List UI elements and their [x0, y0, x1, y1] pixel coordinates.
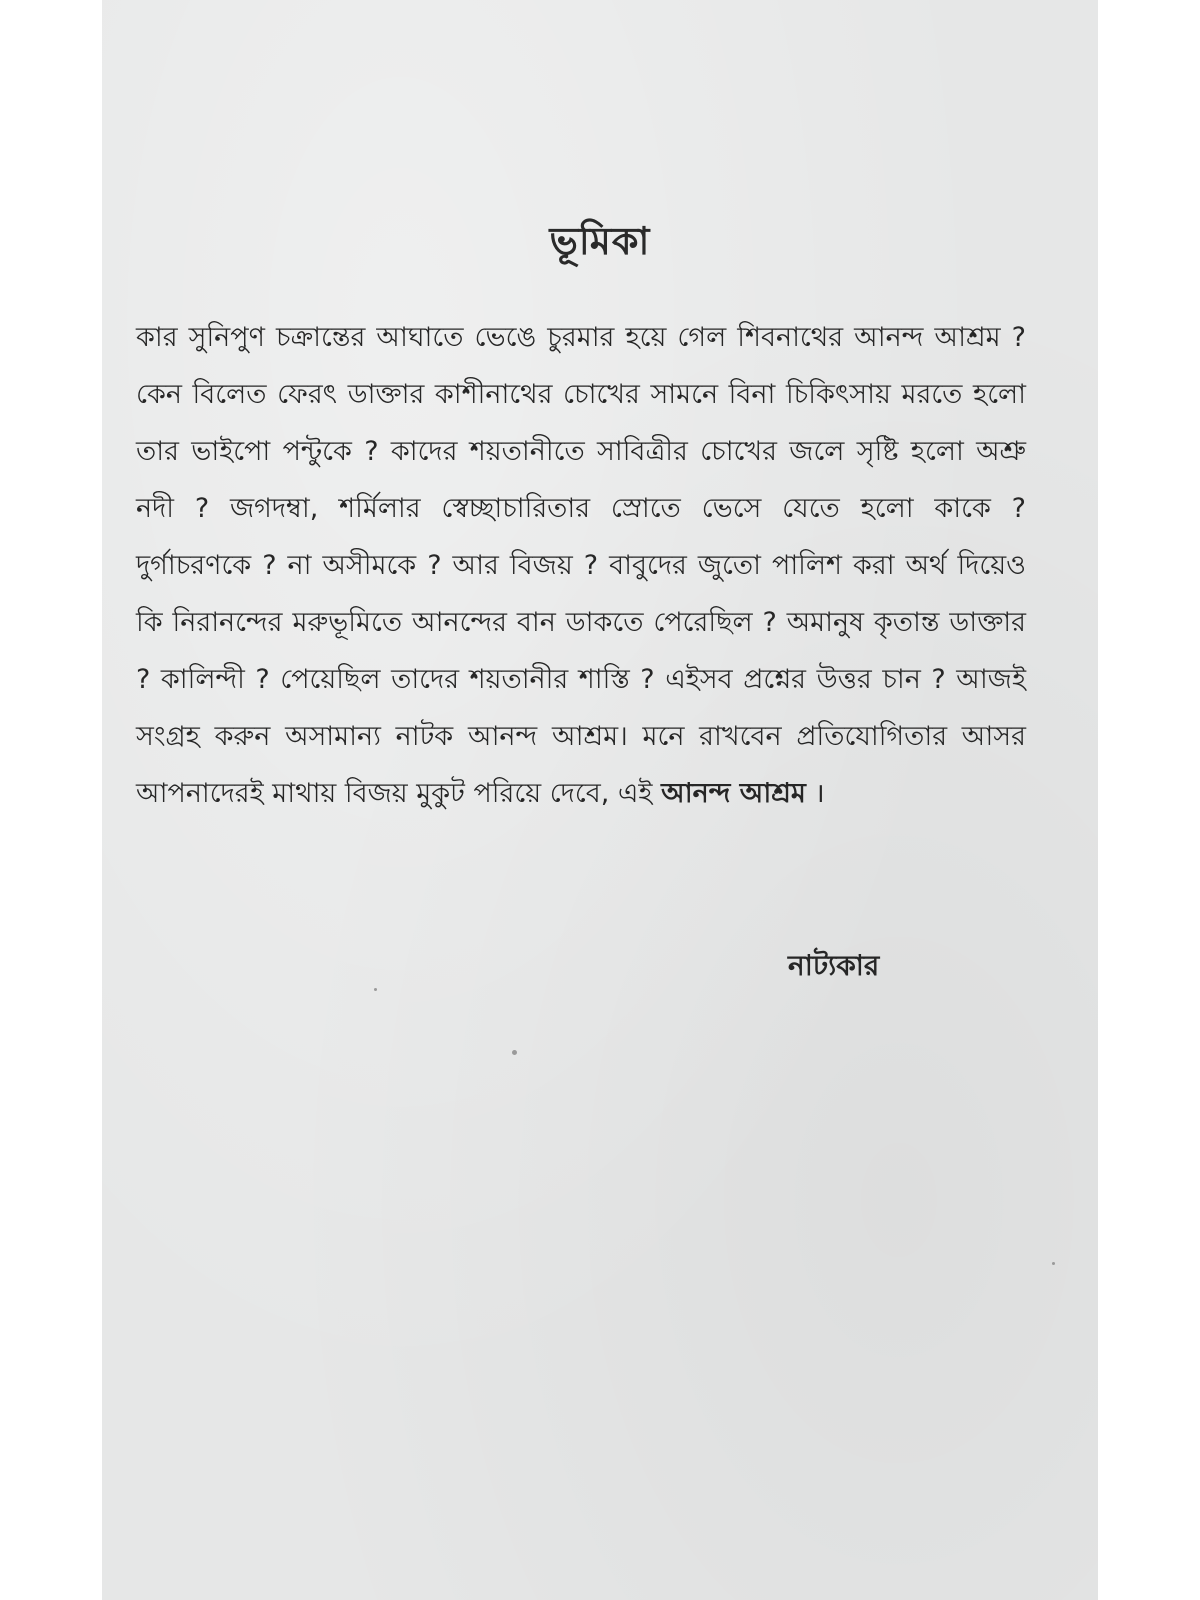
paper-speck	[374, 988, 377, 991]
closing-emphasis: আনন্দ আশ্রম	[661, 778, 806, 809]
paper-speck	[512, 1050, 517, 1055]
signature: নাট্যকার	[788, 949, 880, 982]
body-text: কার সুনিপুণ চক্রান্তের আঘাতে ভেঙে চুরমার হয়ে গেল শিবনাথের আনন্দ আশ্রম ? কেন বিলেত ফেরৎ ডাক্তার কাশীনাথের চোখের সামনে বিনা চিকিৎসায় মরতে হলো তার ভাইপো পন্টুকে ? কাদের শয়তানীতে সাবিত্রীর চোখের জলে সৃষ্টি হলো অশ্রু নদী ? জগদম্বা, শর্মিলার স্বেচ্ছাচারিতার স্রোতে ভেসে যেতে হলো কাকে ? দুর্গাচরণকে ? না অসীমকে ? আর বিজয় ? বাবুদের জুতো পালিশ করা অর্থ দিয়েও কি নিরানন্দের মরুভূমিতে আনন্দের বান ডাকতে পেরেছিল ? অমানুষ কৃতান্ত ডাক্তার ? কালিন্দী ? পেয়েছিল তাদের শয়তানীর শাস্তি ? এইসব প্রশ্নের উত্তর চান ? আজই সংগ্রহ করুন অসামান্য নাটক আনন্দ আশ্রম। মনে রাখবেন প্রতিযোগিতার আসর আপনাদেরই মাথায় বিজয় মুকুট পরিয়ে দেবে, এই	[136, 322, 1026, 809]
page-title: ভূমিকা	[549, 219, 651, 263]
closing-end: ।	[805, 778, 825, 809]
paper-speck	[1052, 1262, 1055, 1265]
body-paragraph	[136, 309, 1026, 822]
document-page	[102, 0, 1098, 1600]
